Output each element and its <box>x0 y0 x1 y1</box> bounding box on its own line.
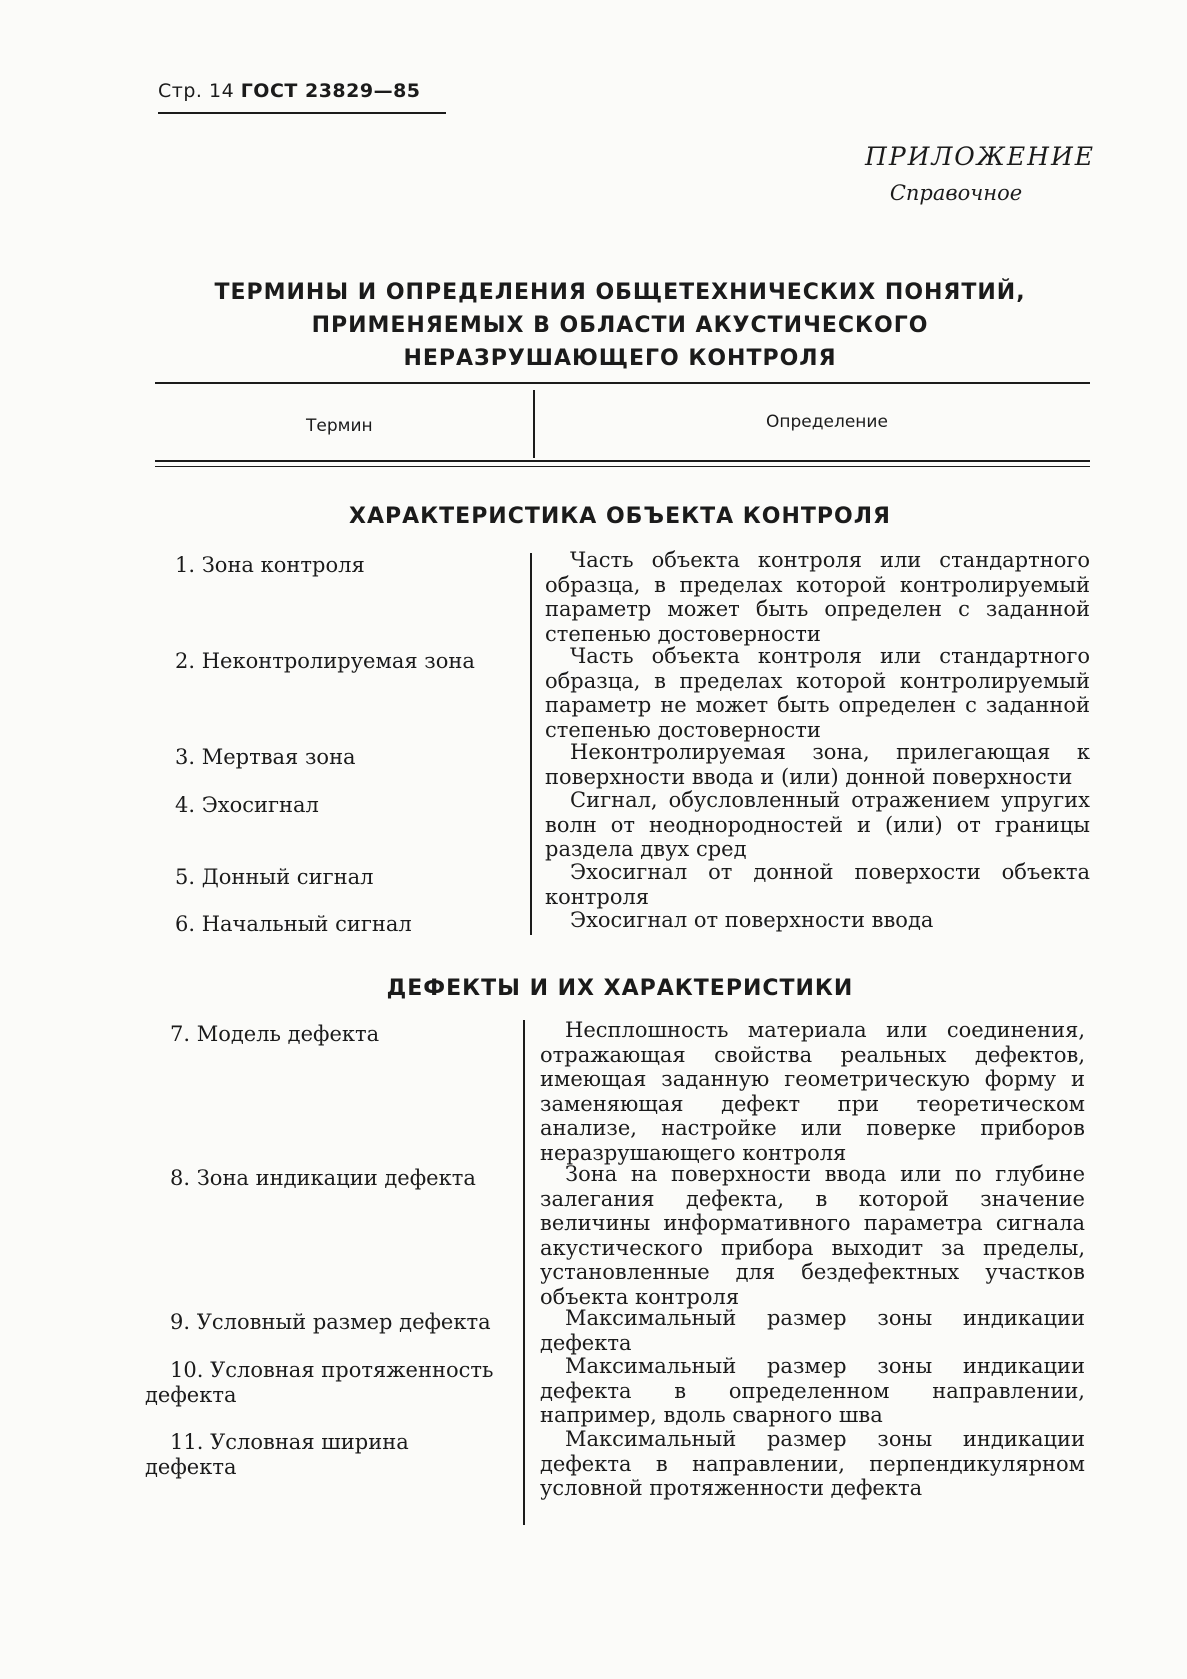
term: 6. Начальный сигнал <box>175 912 412 936</box>
term: 5. Донный сигнал <box>175 865 374 889</box>
section-title: ДЕФЕКТЫ И ИХ ХАРАКТЕРИСТИКИ <box>386 976 854 1001</box>
table-header-divider <box>533 390 535 458</box>
term: 4. Эхосигнал <box>175 793 319 817</box>
definition: Максимальный размер зоны индикации дефекта в определенном направлении, например, вдоль сварного шва <box>540 1354 1085 1427</box>
section-title: ХАРАКТЕРИСТИКА ОБЪЕКТА КОНТРОЛЯ <box>349 504 891 529</box>
column-header-definition: Определение <box>766 412 888 432</box>
title-line-1: ТЕРМИНЫ И ОПРЕДЕЛЕНИЯ ОБЩЕТЕХНИЧЕСКИХ ПОНЯТИЙ, <box>214 280 1026 305</box>
definition: Эхосигнал от донной поверхости объекта контроля <box>545 860 1090 909</box>
appendix-type: Справочное <box>889 181 1023 205</box>
term: 9. Условный размер дефекта <box>170 1310 491 1334</box>
term: 10. Условная протяженность дефекта <box>145 1358 494 1407</box>
table-header-rule-2 <box>155 466 1090 467</box>
table-header-rule-1 <box>155 460 1090 462</box>
definition: Часть объекта контроля или стандартного образца, в пределах которой контролируемый параметр не может быть определен с заданной степенью достоверности <box>545 644 1090 742</box>
standard-number: ГОСТ 23829—85 <box>240 80 421 102</box>
appendix-title: ПРИЛОЖЕНИЕ <box>865 142 1095 171</box>
definition: Часть объекта контроля или стандартного образца, в пределах которой контролируемый параметр может быть определен с заданной степенью достоверности <box>545 548 1090 646</box>
title-line-3: НЕРАЗРУШАЮЩЕГО КОНТРОЛЯ <box>403 346 837 371</box>
column-divider <box>523 1020 525 1525</box>
page-header <box>158 80 421 102</box>
header-rule <box>158 112 446 114</box>
term: 8. Зона индикации дефекта <box>170 1166 476 1190</box>
column-header-term: Термин <box>306 416 373 436</box>
definition: Зона на поверхности ввода или по глубине залегания дефекта, в которой значение величины информативного параметра сигнала акустического прибора выходит за пределы, установленные для бездефектных участков объекта контроля <box>540 1162 1085 1309</box>
definition: Максимальный размер зоны индикации дефекта в направлении, перпендикулярном условной протяженности дефекта <box>540 1427 1085 1500</box>
definition: Максимальный размер зоны индикации дефекта <box>540 1306 1085 1355</box>
title-line-2: ПРИМЕНЯЕМЫХ В ОБЛАСТИ АКУСТИЧЕСКОГО <box>311 313 929 338</box>
term: 7. Модель дефекта <box>170 1022 380 1046</box>
table-top-rule <box>155 382 1090 384</box>
term: 1. Зона контроля <box>175 553 365 577</box>
definition: Сигнал, обусловленный отражением упругих волн от неоднородностей и (или) от границы раздела двух сред <box>545 788 1090 861</box>
definition: Эхосигнал от поверхности ввода <box>570 908 934 932</box>
term: 11. Условная ширина дефекта <box>145 1430 409 1479</box>
appendix-label <box>865 142 1095 205</box>
definition: Неконтролируемая зона, прилегающая к поверхности ввода и (или) донной поверхности <box>545 740 1090 789</box>
document-title <box>150 276 1090 375</box>
term: 2. Неконтролируемая зона <box>175 649 475 673</box>
column-divider <box>530 553 532 935</box>
term: 3. Мертвая зона <box>175 745 356 769</box>
definition: Несплошность материала или соединения, отражающая свойства реальных дефектов, имеющая заданную геометрическую форму и заменяющая дефект при теоретическом анализе, настройке или поверке приборов неразрушающего контроля <box>540 1018 1085 1165</box>
page-number: Стр. 14 <box>158 80 235 102</box>
